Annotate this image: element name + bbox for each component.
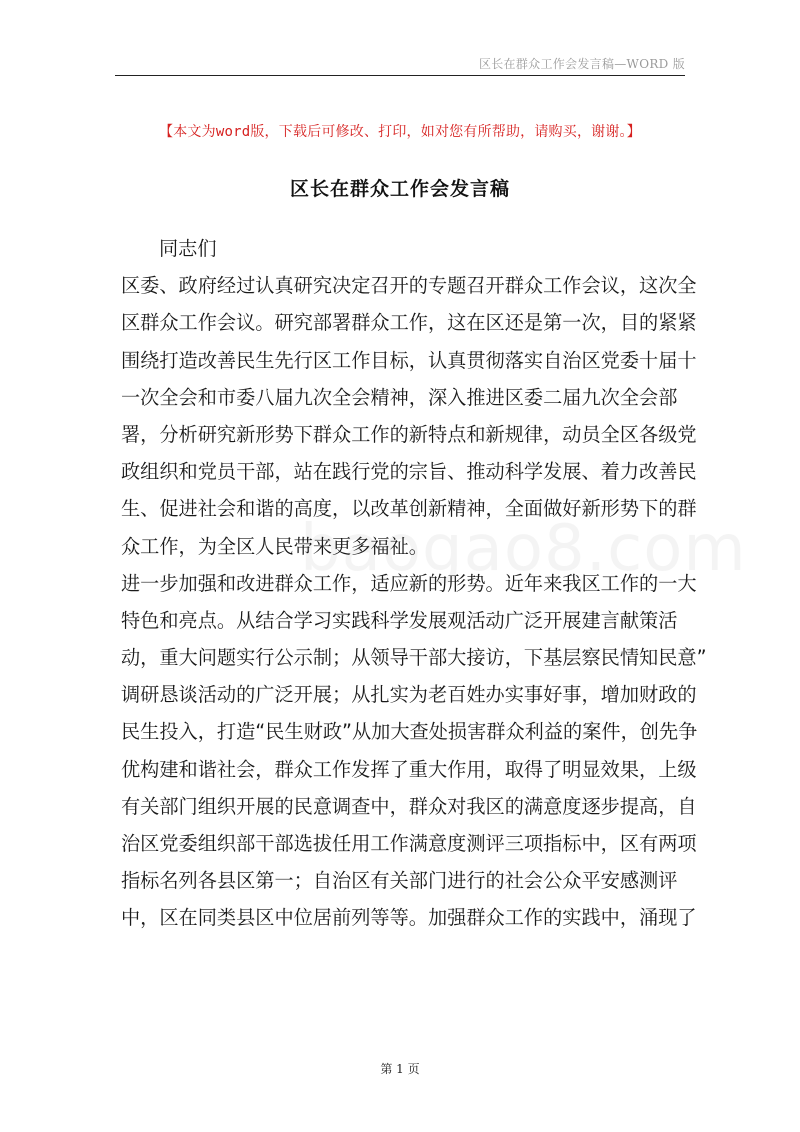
paragraph-2-line: 调研恳谈活动的广泛开展；从扎实为老百姓办实事好事，增加财政的: [121, 683, 697, 707]
paragraph-2-line: 民生投入，打造“民生财政”从加大查处损害群众利益的案件，创先争: [121, 720, 698, 744]
running-header: 区长在群众工作会发言稿—WORD 版: [478, 57, 685, 71]
paragraph-1-line: 政组织和党员干部，站在践行党的宗旨、推动科学发展、着力改善民: [121, 460, 697, 484]
paragraph-2-line: 有关部门组织开展的民意调查中，群众对我区的满意度逐步提高，自: [121, 794, 697, 818]
paragraph-1-line: 署，分析研究新形势下群众工作的新特点和新规律，动员全区各级党: [121, 422, 697, 446]
paragraph-1-line: 区群众工作会议。研究部署群众工作，这在区还是第一次，目的紧紧: [121, 311, 697, 335]
salutation: 同志们: [159, 237, 217, 260]
paragraph-2-line: 特色和亮点。从结合学习实践科学发展观活动广泛开展建言献策活: [121, 608, 678, 632]
document-title: 区长在群众工作会发言稿: [289, 178, 510, 200]
page-number: 第 1 页: [380, 1062, 420, 1076]
paragraph-2-line: 指标名列各县区第一；自治区有关部门进行的社会公众平安感测评: [121, 869, 678, 893]
paragraph-2-line: 中，区在同类县区中位居前列等等。加强群众工作的实践中，涌现了: [121, 906, 697, 930]
paragraph-2-line: 优构建和谐社会，群众工作发挥了重大作用，取得了明显效果，上级: [121, 757, 697, 781]
purchase-notice: 【本文为word版，下载后可修改、打印，如对您有所帮助，请购买，谢谢。】: [159, 124, 641, 140]
document-body: [121, 230, 707, 937]
paragraph-1-line: 围绕打造改善民生先行区工作目标，认真贯彻落实自治区党委十届十: [121, 348, 697, 372]
paragraph-2-line: 治区党委组织部干部选拔任用工作满意度测评三项指标中，区有两项: [121, 832, 697, 855]
paragraph-2-line: 进一步加强和改进群众工作，适应新的形势。近年来我区工作的一大: [121, 571, 697, 595]
paragraph-1-line: 一次全会和市委八届九次全会精神，深入推进区委二届九次全会部: [121, 385, 678, 409]
paragraph-1-line: 众工作，为全区人民带来更多福祉。: [121, 534, 428, 558]
paragraph-1-line: 生、促进社会和谐的高度，以改革创新精神，全面做好新形势下的群: [121, 497, 697, 521]
header-divider: [115, 75, 685, 76]
paragraph-1-line: 区委、政府经过认真研究决定召开的专题召开群众工作会议，这次全: [121, 274, 697, 298]
paragraph-2-line: 动，重大问题实行公示制；从领导干部大接访，下基层察民情知民意”: [121, 646, 707, 670]
